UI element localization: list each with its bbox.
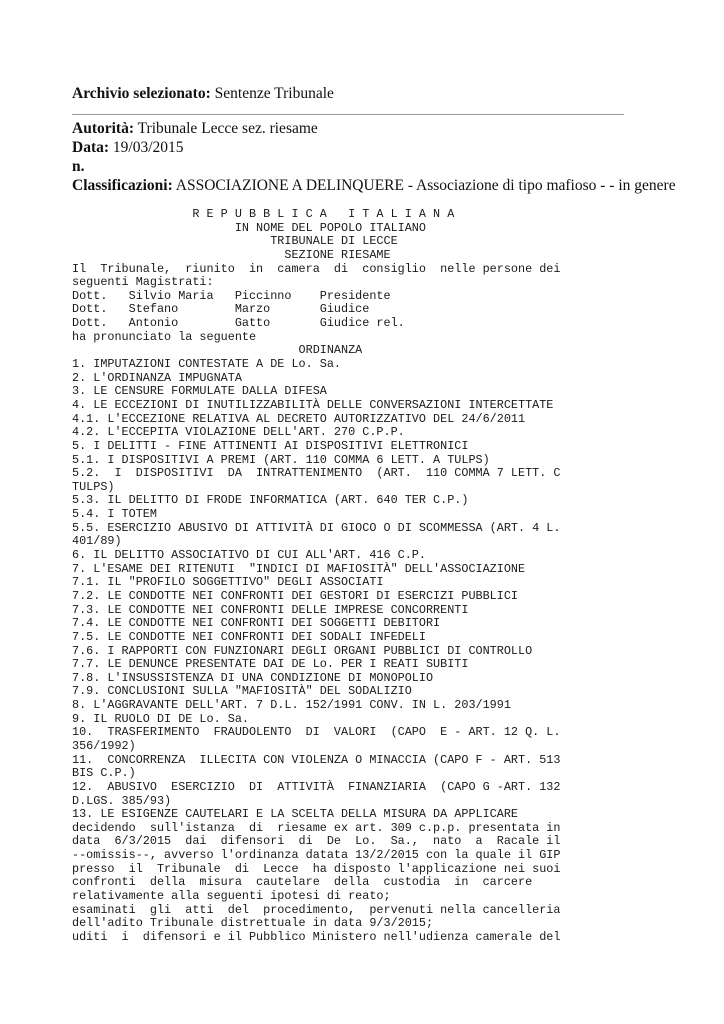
- text-line: 5. I DELITTI - FINE ATTINENTI AI DISPOSITIVI ELETTRONICI: [72, 438, 469, 453]
- archive-line: [72, 84, 652, 103]
- text-line: ha pronunciato la seguente: [72, 329, 257, 344]
- text-line: SEZIONE RIESAME: [72, 247, 391, 262]
- text-line: Dott. Antonio Gatto Giudice rel.: [72, 316, 405, 331]
- text-line: 7.3. LE CONDOTTE NEI CONFRONTI DELLE IMPRESE CONCORRENTI: [72, 602, 469, 617]
- number-line: [72, 157, 652, 176]
- text-line: 9. IL RUOLO DI DE Lo. Sa.: [72, 711, 249, 726]
- text-line: 5.5. ESERCIZIO ABUSIVO DI ATTIVITÀ DI GIOCO O DI SCOMMESSA (ART. 4 L.: [72, 520, 561, 535]
- text-line: 13. LE ESIGENZE CAUTELARI E LA SCELTA DELLA MISURA DA APPLICARE: [72, 807, 518, 822]
- classification-value: ASSOCIAZIONE A DELINQUERE - Associazione di tipo mafioso - - in genere: [175, 177, 676, 194]
- text-line: 10. TRASFERIMENTO FRAUDOLENTO DI VALORI (CAPO E - ART. 12 Q. L.: [72, 725, 561, 740]
- classification-line: [72, 176, 676, 195]
- text-line: 6. IL DELITTO ASSOCIATIVO DI CUI ALL'ART. 416 C.P.: [72, 548, 426, 563]
- classification-label: Classificazioni:: [72, 177, 173, 194]
- text-line: dell'adito Tribunale distrettuale in data 9/3/2015;: [72, 916, 434, 931]
- text-line: IN NOME DEL POPOLO ITALIANO: [72, 220, 426, 235]
- text-line: seguenti Magistrati:: [72, 275, 214, 290]
- authority-label: Autorità:: [72, 120, 134, 137]
- archive-value: Sentenze Tribunale: [214, 85, 334, 102]
- text-line: 3. LE CENSURE FORMULATE DALLA DIFESA: [72, 384, 327, 399]
- text-line: 4. LE ECCEZIONI DI INUTILIZZABILITÀ DELLE CONVERSAZIONI INTERCETTATE: [72, 397, 554, 412]
- text-line: R E P U B B L I C A I T A L I A N A: [72, 207, 455, 221]
- text-line: Dott. Stefano Marzo Giudice: [72, 302, 370, 317]
- text-line: 5.4. I TOTEM: [72, 507, 157, 522]
- text-line: esaminati gli atti del procedimento, pervenuti nella cancelleria: [72, 902, 561, 917]
- text-line: 2. L'ORDINANZA IMPUGNATA: [72, 370, 242, 385]
- text-line: 356/1992): [72, 738, 136, 753]
- text-line: 7.9. CONCLUSIONI SULLA "MAFIOSITÀ" DEL SODALIZIO: [72, 684, 412, 699]
- text-line: Il Tribunale, riunito in camera di consiglio nelle persone dei: [72, 261, 561, 276]
- date-label: Data:: [72, 139, 110, 156]
- text-line: TULPS): [72, 479, 115, 494]
- text-line: 7.1. IL "PROFILO SOGGETTIVO" DEGLI ASSOCIATI: [72, 575, 384, 590]
- text-line: relativamente alla seguenti ipotesi di reato;: [72, 889, 391, 904]
- text-line: 7.2. LE CONDOTTE NEI CONFRONTI DEI GESTORI DI ESERCIZI PUBBLICI: [72, 588, 518, 603]
- text-line: D.LGS. 385/93): [72, 793, 172, 808]
- archive-label: Archivio selezionato:: [72, 85, 211, 102]
- text-line: Dott. Silvio Maria Piccinno Presidente: [72, 288, 391, 303]
- text-line: decidendo sull'istanza di riesame ex art. 309 c.p.p. presentata in: [72, 820, 561, 835]
- text-line: 12. ABUSIVO ESERCIZIO DI ATTIVITÀ FINANZIARIA (CAPO G -ART. 132: [72, 779, 561, 794]
- text-line: 7.6. I RAPPORTI CON FUNZIONARI DEGLI ORGANI PUBBLICI DI CONTROLLO: [72, 643, 533, 658]
- number-label: n.: [72, 158, 85, 175]
- text-line: 4.2. L'ECCEPITA VIOLAZIONE DELL'ART. 270 C.P.P.: [72, 425, 405, 440]
- text-line: 8. L'AGGRAVANTE DELL'ART. 7 D.L. 152/1991 CONV. IN L. 203/1991: [72, 698, 511, 713]
- text-line: confronti della misura cautelare della custodia in carcere: [72, 875, 533, 890]
- text-line: 5.3. IL DELITTO DI FRODE INFORMATICA (ART. 640 TER C.P.): [72, 493, 469, 508]
- date-line: [72, 138, 652, 157]
- text-line: 5.1. I DISPOSITIVI A PREMI (ART. 110 COMMA 6 LETT. A TULPS): [72, 452, 490, 467]
- ordinance-text: [72, 208, 652, 945]
- authority-value: Tribunale Lecce sez. riesame: [137, 120, 318, 137]
- text-line: 1. IMPUTAZIONI CONTESTATE A DE Lo. Sa.: [72, 357, 342, 372]
- text-line: 5.2. I DISPOSITIVI DA INTRATTENIMENTO (ART. 110 COMMA 7 LETT. C: [72, 466, 561, 481]
- text-line: 7.4. LE CONDOTTE NEI CONFRONTI DEI SOGGETTI DEBITORI: [72, 616, 441, 631]
- text-line: BIS C.P.): [72, 766, 136, 781]
- text-line: ORDINANZA: [72, 343, 363, 358]
- text-line: 7.8. L'INSUSSISTENZA DI UNA CONDIZIONE DI MONOPOLIO: [72, 670, 434, 685]
- text-line: 401/89): [72, 534, 122, 549]
- text-line: uditi i difensori e il Pubblico Ministero nell'udienza camerale del: [72, 929, 561, 944]
- header-divider: [72, 114, 624, 115]
- text-line: 11. CONCORRENZA ILLECITA CON VIOLENZA O MINACCIA (CAPO F - ART. 513: [72, 752, 561, 767]
- text-line: presso il Tribunale di Lecce ha disposto l'applicazione nei suoi: [72, 861, 561, 876]
- authority-line: [72, 119, 652, 138]
- text-line: 7.5. LE CONDOTTE NEI CONFRONTI DEI SODALI INFEDELI: [72, 629, 426, 644]
- text-line: 4.1. L'ECCEZIONE RELATIVA AL DECRETO AUTORIZZATIVO DEL 24/6/2011: [72, 411, 526, 426]
- text-line: 7. L'ESAME DEI RITENUTI "INDICI DI MAFIOSITÀ" DELL'ASSOCIAZIONE: [72, 561, 526, 576]
- text-line: 7.7. LE DENUNCE PRESENTATE DAI DE Lo. PER I REATI SUBITI: [72, 657, 469, 672]
- text-line: TRIBUNALE DI LECCE: [72, 234, 398, 249]
- date-value: 19/03/2015: [112, 139, 184, 156]
- text-line: --omissis--, avverso l'ordinanza datata 13/2/2015 con la quale il GIP: [72, 848, 561, 863]
- text-line: data 6/3/2015 dai difensori di De Lo. Sa., nato a Racale il: [72, 834, 561, 849]
- document-page: [72, 84, 676, 945]
